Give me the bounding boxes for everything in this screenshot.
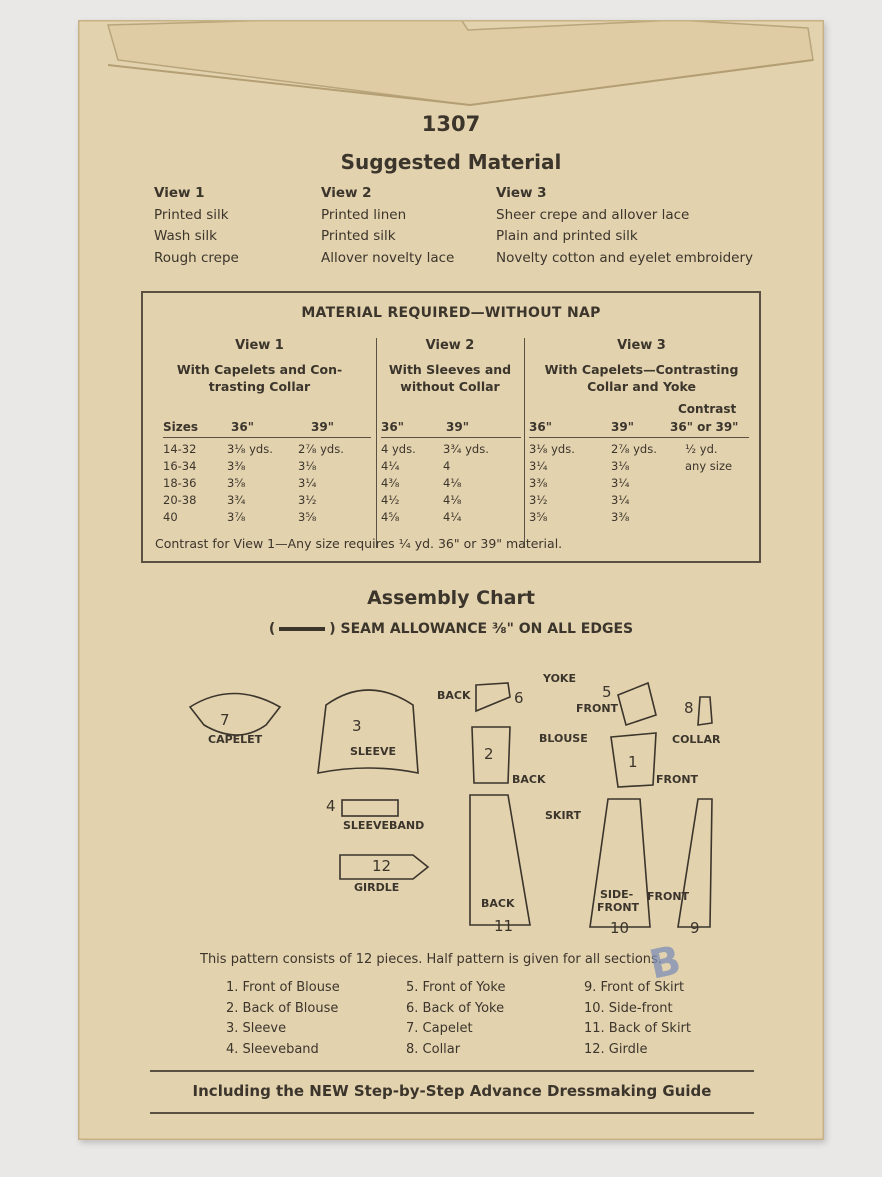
table-cell-v2-36: 4⁵⁄₈: [381, 510, 400, 524]
table-cell-v3-36: 3¹⁄₄: [529, 459, 548, 473]
suggested-material-title: Suggested Material: [340, 150, 562, 174]
table-cell-v1-36: 3⁵⁄₈: [227, 476, 246, 490]
table-cell-size: 14-32: [163, 442, 197, 456]
front-blouse-label: FRONT: [656, 773, 699, 786]
v2-36-header: 36": [381, 420, 404, 434]
piece-item: 8. Collar: [406, 1041, 461, 1057]
table-cell-v3-36: 3¹⁄₈ yds.: [529, 442, 575, 456]
sleeve-label: SLEEVE: [350, 745, 396, 758]
material-item: Wash silk: [154, 228, 217, 244]
view-2-desc: without Collar: [400, 379, 500, 394]
yoke-label: YOKE: [543, 672, 576, 685]
svg-text:5: 5: [602, 683, 612, 701]
svg-text:7: 7: [220, 711, 230, 729]
piece-item: 6. Back of Yoke: [406, 1000, 505, 1016]
piece-item: 2. Back of Blouse: [226, 1000, 339, 1016]
table-cell-v2-36: 4³⁄₈: [381, 476, 400, 490]
pattern-number: 1307: [421, 112, 481, 136]
pattern-envelope: [78, 20, 824, 1140]
svg-text:11: 11: [494, 917, 514, 935]
table-cell-v1-36: 3¹⁄₈ yds.: [227, 442, 273, 456]
v3-36-header: 36": [529, 420, 552, 434]
table-cell-v1-36: 3³⁄₄: [227, 493, 246, 507]
header-rule: [529, 437, 749, 438]
sleeveband-piece: [342, 800, 398, 816]
table-cell-v1-39: 3⁵⁄₈: [298, 510, 317, 524]
view-3-header: View 3: [617, 338, 666, 353]
material-item: Printed silk: [321, 228, 396, 244]
v1-36-header: 36": [231, 420, 254, 434]
sleeveband-label: SLEEVEBAND: [343, 819, 425, 832]
piece-item: 9. Front of Skirt: [584, 980, 685, 995]
svg-text:6: 6: [514, 689, 524, 707]
piece-item: 1. Front of Blouse: [226, 980, 340, 995]
back-blouse-label: BACK: [512, 773, 546, 786]
material-required-table: [141, 291, 761, 563]
back-skirt-label: BACK: [481, 897, 515, 910]
skirt-label: SKIRT: [545, 809, 582, 822]
material-required-title: MATERIAL REQUIRED—WITHOUT NAP: [301, 305, 601, 321]
piece-item: 3. Sleeve: [226, 1021, 287, 1036]
material-item: Novelty cotton and eyelet embroidery: [496, 249, 753, 266]
guide-banner: [150, 1070, 754, 1114]
view-1-header: View 1: [235, 338, 284, 353]
contrast-subheader: 36" or 39": [670, 420, 739, 434]
table-cell-contrast: ¹⁄₂ yd.: [685, 442, 718, 456]
table-cell-v3-36: 3¹⁄₂: [529, 493, 548, 507]
ink-stamp-b: B: [645, 937, 685, 989]
seam-allowance-note: [78, 621, 824, 637]
collar-label: COLLAR: [672, 733, 721, 746]
view-3-desc: With Capelets—Contrasting: [544, 362, 739, 377]
table-cell-v2-36: 4¹⁄₂: [381, 493, 400, 507]
table-cell-v2-36: 4¹⁄₄: [381, 459, 400, 473]
table-cell-v3-39: 2⁷⁄₈ yds.: [611, 442, 657, 456]
v3-39-header: 39": [611, 420, 634, 434]
table-cell-v1-39: 3¹⁄₄: [298, 476, 317, 490]
suggested-view-2: [321, 183, 454, 269]
view-label: View 1: [154, 185, 205, 201]
sleeve-piece: [318, 690, 418, 773]
seam-paren: (: [268, 621, 276, 637]
seam-line-icon: [279, 627, 325, 631]
table-cell-v3-39: 3¹⁄₄: [611, 476, 630, 490]
back-yoke-piece: [476, 683, 510, 711]
table-cell-size: 40: [163, 510, 178, 524]
back-yoke-label: BACK: [437, 689, 471, 702]
svg-text:8: 8: [684, 699, 694, 717]
view-label: View 2: [321, 185, 372, 201]
capelet-piece: [190, 694, 280, 736]
svg-text:10: 10: [610, 919, 630, 937]
table-cell-v3-39: 3¹⁄₈: [611, 459, 630, 473]
table-cell-contrast: any size: [685, 459, 733, 473]
v2-39-header: 39": [446, 420, 469, 434]
pieces-intro: This pattern consists of 12 pieces. Half pattern is given for all sections.: [200, 952, 662, 967]
suggested-view-1: [154, 183, 239, 269]
piece-item: 4. Sleeveband: [226, 1041, 319, 1057]
piece-list-col-1: [226, 978, 340, 1060]
view-3-desc: Collar and Yoke: [587, 379, 696, 394]
front-skirt-piece: [678, 799, 712, 927]
seam-allowance-text: ) SEAM ALLOWANCE ³⁄₈" ON ALL EDGES: [329, 621, 634, 637]
table-cell-size: 18-36: [163, 476, 197, 490]
collar-piece: [698, 697, 712, 725]
table-cell-v3-39: 3¹⁄₄: [611, 493, 630, 507]
assembly-chart-title: Assembly Chart: [367, 587, 535, 609]
blouse-label: BLOUSE: [539, 732, 588, 745]
front-yoke-piece: [618, 683, 656, 725]
svg-text:12: 12: [372, 857, 392, 875]
contrast-header: Contrast: [678, 402, 737, 416]
view-1-desc: trasting Collar: [208, 379, 311, 394]
piece-item: 11. Back of Skirt: [584, 1021, 691, 1036]
piece-item: 12. Girdle: [584, 1041, 648, 1057]
svg-text:4: 4: [326, 797, 336, 815]
table-cell-size: 16-34: [163, 459, 197, 473]
assembly-diagram: [78, 645, 824, 945]
table-cell-v2-36: 4 yds.: [381, 442, 416, 456]
piece-list-col-3: [584, 978, 691, 1060]
material-item: Printed linen: [321, 206, 407, 223]
view-2-header: View 2: [425, 338, 475, 353]
table-cell-v3-36: 3⁵⁄₈: [529, 510, 548, 524]
table-cell-v2-39: 4: [443, 459, 451, 473]
side-front-label: SIDE-: [600, 888, 634, 901]
table-cell-v2-39: 3³⁄₄ yds.: [443, 442, 489, 456]
table-cell-v1-39: 3¹⁄₈: [298, 459, 317, 473]
table-cell-v1-36: 3³⁄₈: [227, 459, 246, 473]
svg-text:3: 3: [352, 717, 362, 735]
header-rule: [381, 437, 521, 438]
table-cell-v3-39: 3³⁄₈: [611, 510, 630, 524]
piece-item: 10. Side-front: [584, 1000, 673, 1016]
table-cell-v3-36: 3³⁄₈: [529, 476, 548, 490]
piece-item: 7. Capelet: [406, 1021, 473, 1036]
table-cell-size: 20-38: [163, 493, 197, 507]
table-cell-v2-39: 4¹⁄₈: [443, 476, 462, 490]
table-cell-v2-39: 4¹⁄₄: [443, 510, 462, 524]
guide-text: Including the NEW Step-by-Step Advance Dressmaking Guide: [192, 1082, 712, 1100]
table-cell-v1-39: 3¹⁄₂: [298, 493, 317, 507]
material-item: Rough crepe: [154, 249, 239, 266]
suggested-view-3: [496, 183, 753, 269]
table-cell-v2-39: 4¹⁄₈: [443, 493, 462, 507]
material-item: Sheer crepe and allover lace: [496, 206, 690, 223]
view-1-desc: With Capelets and Con-: [176, 362, 343, 377]
v1-39-header: 39": [311, 420, 334, 434]
front-skirt-label: FRONT: [647, 890, 690, 903]
material-item: Printed silk: [154, 206, 229, 223]
girdle-label: GIRDLE: [354, 881, 400, 894]
front-yoke-label: FRONT: [576, 702, 619, 715]
header-rule: [163, 437, 371, 438]
view-label: View 3: [496, 185, 547, 201]
capelet-label: CAPELET: [208, 733, 263, 746]
piece-item: 5. Front of Yoke: [406, 980, 506, 995]
view-2-desc: With Sleeves and: [388, 362, 512, 377]
contrast-note: Contrast for View 1—Any size requires ¹⁄₄ yd. 36" or 39" material.: [155, 536, 563, 551]
table-cell-v1-36: 3⁷⁄₈: [227, 510, 246, 524]
svg-text:1: 1: [628, 753, 638, 771]
piece-list-col-2: [406, 978, 505, 1060]
material-item: Plain and printed silk: [496, 228, 638, 244]
table-cell-v1-39: 2⁷⁄₈ yds.: [298, 442, 344, 456]
svg-text:2: 2: [484, 745, 494, 763]
side-front-label-2: FRONT: [597, 901, 640, 914]
sizes-header: Sizes: [163, 420, 199, 434]
material-item: Allover novelty lace: [321, 249, 455, 266]
svg-text:9: 9: [690, 919, 700, 937]
